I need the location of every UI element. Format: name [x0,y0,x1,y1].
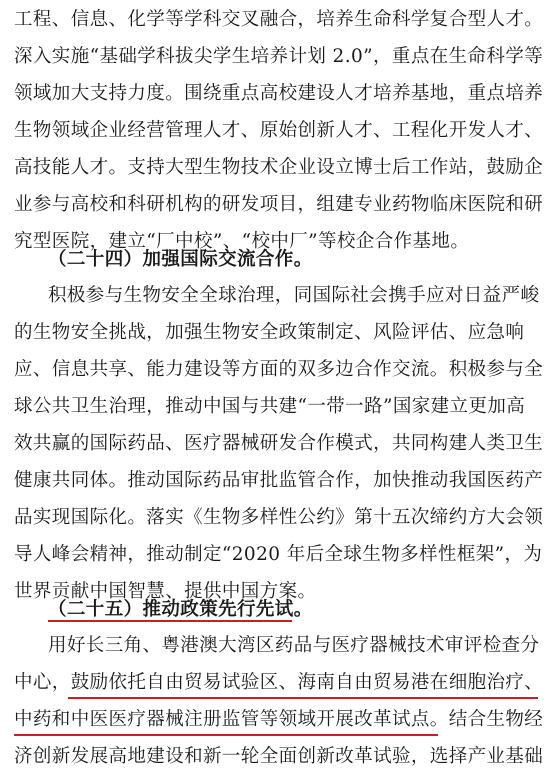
text-line: 领域加大支持力度。围绕重点高校建设人才培养基地，重点培养 [14,83,544,104]
text-line: 济创新发展高地建设和新一轮全面创新改革试验，选择产业基础 [14,746,544,767]
red-underline [68,697,538,699]
text-line: 工程、信息、化学等学科交叉融合，培养生命科学复合型人才。 [14,9,544,30]
text-line: 效共赢的国际药品、医疗器械研发合作模式，共同构建人类卫生 [14,433,544,454]
text-line: 中药和中医医疗器械注册监管等领域开展改革试点。结合生物经 [14,709,544,730]
text-line: 应、信息共享、能力建设等方面的双多边合作交流。积极参与全 [14,359,544,380]
text-line: 深入实施“基础学科拔尖学生培养计划 2.0”，重点在生命科学等 [14,46,544,67]
text-line: 积极参与生物安全全球治理，同国际社会携手应对日益严峻 [48,285,540,306]
text-line: 的生物安全挑战，加强生物安全政策制定、风险评估、应急响 [14,322,525,343]
section-heading: （二十五）推动政策先行先试。 [48,599,313,620]
text-line: 世界贡献中国智慧、提供中国方案。 [14,581,317,602]
red-underline [48,620,292,622]
text-line: 高技能人才。支持大型生物技术企业设立博士后工作站，鼓励企 [14,157,544,178]
text-line: 业参与高校和科研机构的研发项目，组建专业药物临床医院和研 [14,194,544,215]
red-underline [14,734,438,736]
text-line: 生物领域企业经营管理人才、原始创新人才、工程化开发人才、 [14,120,544,141]
text-line: 球公共卫生治理，推动中国与共建“一带一路”国家建立更加高 [14,396,526,417]
text-line: 中心，鼓励依托自由贸易试验区、海南自由贸易港在细胞治疗、 [14,672,544,693]
text-line: 究型医院，建立“厂中校”、“校中厂”等校企合作基地。 [14,231,470,252]
text-line: 用好长三角、粤港澳大湾区药品与医疗器械技术审评检查分 [48,635,540,656]
section-heading: （二十四）加强国际交流合作。 [48,249,313,270]
text-line: 品实现国际化。落实《生物多样性公约》第十五次缔约方大会领 [14,507,544,528]
text-line: 健康共同体。推动国际药品审批监管合作，加快推动我国医药产 [14,470,544,491]
text-line: 导人峰会精神，推动制定“2020 年后全球生物多样性框架”，为 [14,544,543,565]
